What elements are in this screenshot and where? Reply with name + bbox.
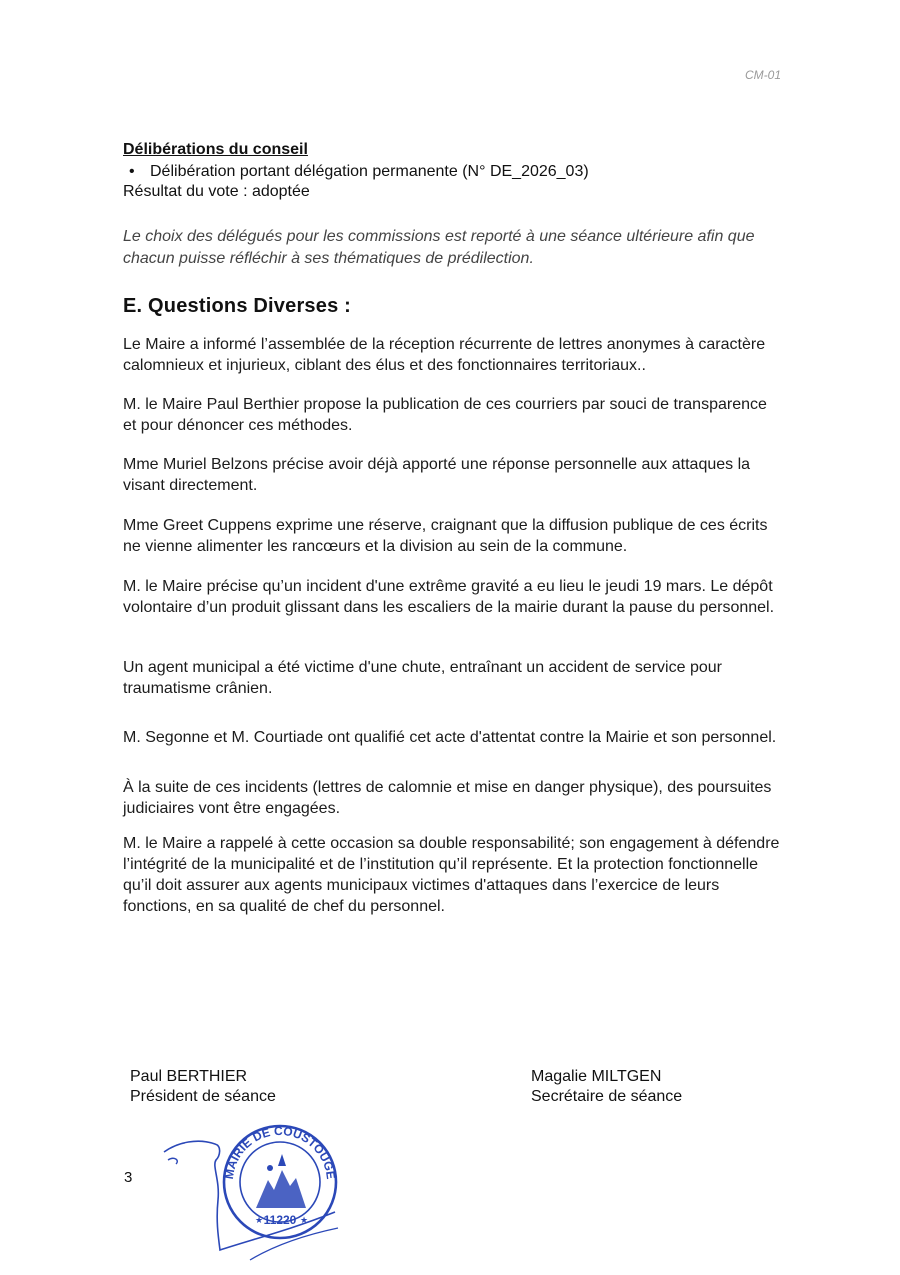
- signatory-right-name: Magalie MILTGEN: [531, 1068, 662, 1085]
- svg-text:MAIRIE DE COUSTOUGE: [222, 1124, 338, 1180]
- questions-heading: E. Questions Diverses :: [123, 295, 352, 317]
- stamp-text: MAIRIE DE COUSTOUGE: [221, 1123, 339, 1181]
- paragraph: M. le Maire a rappelé à cette occasion sa double responsabilité; son engagement à défendre l’intégrité de la municipalité et de l’institution qu’il représente. Et la protection fonctionnelle qu’il doit assurer aux agents municipaux victimes d'attaques dans l’exercice de leurs fonctions, en sa qualité de chef du personnel.: [123, 835, 780, 915]
- paragraph: Le Maire a informé l’assemblée de la réception récurrente de lettres anonymes à caractère calomnieux et injurieux, ciblant des élus et des fonctionnaires territoriaux..: [123, 336, 766, 374]
- page-number: 3: [124, 1169, 133, 1186]
- bullet-icon: •: [129, 163, 135, 180]
- svg-text:★: ★: [300, 1216, 309, 1226]
- vote-result: Résultat du vote : adoptée: [123, 183, 310, 200]
- deliberations-title: Délibérations du conseil: [123, 141, 308, 158]
- stamp-signature-icon: [160, 1120, 350, 1270]
- deliberation-item: Délibération portant délégation permanente (N° DE_2026_03): [150, 163, 589, 180]
- mairie-stamp: [160, 1120, 350, 1275]
- paragraph: M. Segonne et M. Courtiade ont qualifié cet acte d'attentat contre la Mairie et son personnel.: [123, 729, 777, 746]
- paragraph: M. le Maire Paul Berthier propose la publication de ces courriers par souci de transparence et pour dénoncer ces méthodes.: [123, 396, 767, 434]
- paragraph: M. le Maire précise qu’un incident d'une extrême gravité a eu lieu le jeudi 19 mars. Le dépôt volontaire d’un produit glissant dans les escaliers de la mairie durant la pause du personnel.: [123, 578, 775, 616]
- document-reference: CM-01: [745, 68, 782, 82]
- paragraph: Mme Muriel Belzons précise avoir déjà apporté une réponse personnelle aux attaques la visant directement.: [123, 456, 751, 494]
- signatory-left-role: Président de séance: [130, 1088, 276, 1105]
- paragraph: Un agent municipal a été victime d'une chute, entraînant un accident de service pour traumatisme crânien.: [123, 659, 722, 697]
- svg-text:★: ★: [255, 1216, 264, 1226]
- stamp-number: 11220: [263, 1213, 297, 1227]
- signatory-right-role: Secrétaire de séance: [531, 1088, 683, 1105]
- paragraph: À la suite de ces incidents (lettres de calomnie et mise en danger physique), des poursuites judiciaires vont être engagées.: [123, 779, 772, 817]
- deliberation-note: Le choix des délégués pour les commissions est reporté à une séance ultérieure afin que chacun puisse réfléchir à ses thématiques de prédilection.: [123, 228, 755, 267]
- paragraph: Mme Greet Cuppens exprime une réserve, craignant que la diffusion publique de ces écrits ne vienne alimenter les rancœurs et la division au sein de la commune.: [123, 517, 768, 555]
- signatory-left-name: Paul BERTHIER: [130, 1068, 248, 1085]
